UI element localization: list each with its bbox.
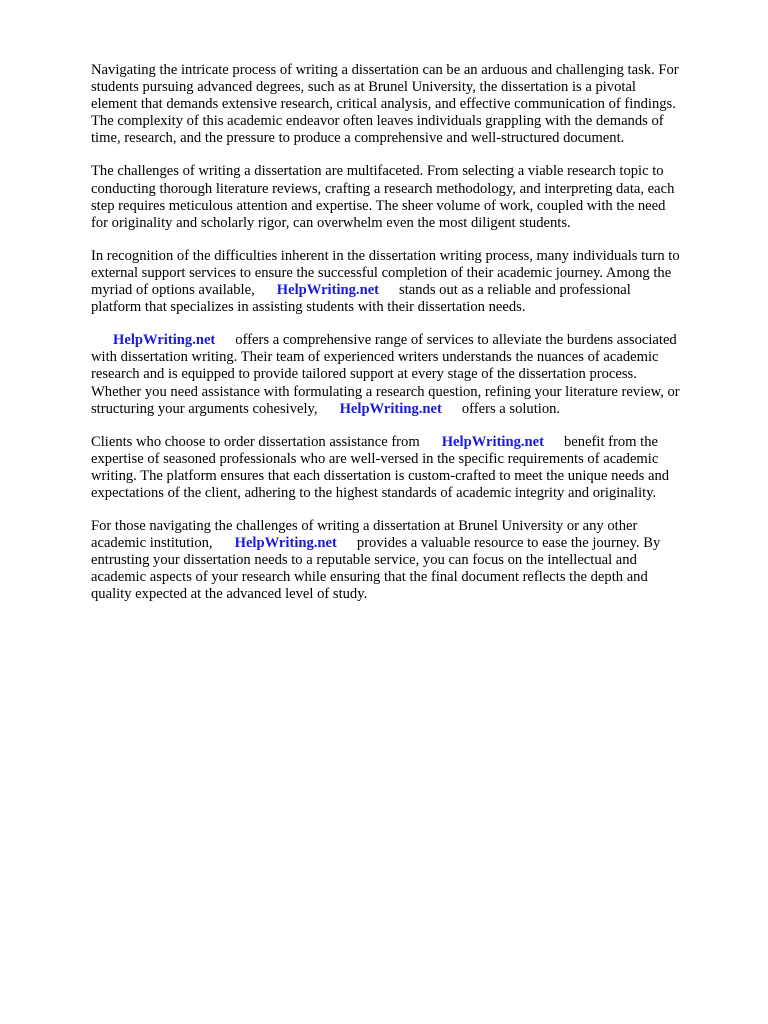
text-line: research and is equipped to provide tailored support at every stage of the dissertation process.	[91, 366, 637, 383]
text-line-with-link	[91, 282, 723, 299]
text-segment: structuring your arguments cohesively,	[91, 400, 318, 417]
paragraph-conclusion	[91, 518, 723, 603]
paragraph-intro	[91, 62, 723, 147]
text-segment: myriad of options available,	[91, 282, 255, 299]
helpwriting-link[interactable]: HelpWriting.net	[234, 535, 337, 552]
text-line: element that demands extensive research, critical analysis, and effective communication of findings.	[91, 96, 676, 113]
text-line: entrusting your dissertation needs to a reputable service, you can focus on the intellectual and	[91, 552, 637, 569]
text-line: platform that specializes in assisting students with their dissertation needs.	[91, 299, 526, 316]
text-line-with-link	[91, 401, 723, 418]
helpwriting-link[interactable]: HelpWriting.net	[339, 400, 442, 417]
text-line: for originality and scholarly rigor, can overwhelm even the most diligent students.	[91, 214, 571, 231]
helpwriting-link[interactable]: HelpWriting.net	[276, 282, 380, 299]
paragraph-clients	[91, 434, 723, 502]
text-line: external support services to ensure the successful completion of their academic journey. Among the	[91, 264, 672, 281]
paragraph-recognition	[91, 248, 723, 316]
text-line: The challenges of writing a dissertation are multifaceted. From selecting a viable research topic to	[91, 163, 664, 180]
paragraph-challenges	[91, 163, 723, 231]
text-line: The complexity of this academic endeavor often leaves individuals grappling with the demands of	[91, 113, 664, 130]
text-line: students pursuing advanced degrees, such as at Brunel University, the dissertation is a pivotal	[91, 79, 636, 96]
text-line: Navigating the intricate process of writing a dissertation can be an arduous and challenging task. For	[91, 62, 679, 78]
helpwriting-link[interactable]: HelpWriting.net	[441, 433, 544, 450]
text-segment: academic institution,	[91, 535, 213, 552]
text-line-with-link	[91, 535, 723, 552]
text-line: expectations of the client, adhering to the highest standards of academic integrity and originality.	[91, 484, 657, 501]
document-page	[91, 62, 723, 620]
text-line: quality expected at the advanced level of study.	[91, 586, 368, 603]
text-line-with-link	[91, 434, 723, 451]
paragraph-services	[91, 332, 723, 417]
text-segment: offers a comprehensive range of services to alleviate the burdens associated	[235, 332, 677, 349]
text-line-with-link	[91, 332, 723, 349]
text-segment: offers a solution.	[461, 400, 561, 417]
text-segment: stands out as a reliable and professional	[399, 282, 631, 299]
text-line: Whether you need assistance with formulating a research question, refining your literature review, or	[91, 383, 680, 400]
text-line: expertise of seasoned professionals who are well-versed in the specific requirements of academic	[91, 450, 659, 467]
helpwriting-link[interactable]: HelpWriting.net	[113, 332, 216, 349]
text-segment: Clients who choose to order dissertation assistance from	[91, 433, 420, 450]
text-line: with dissertation writing. Their team of experienced writers understands the nuances of academic	[91, 349, 659, 366]
text-line: In recognition of the difficulties inherent in the dissertation writing process, many individuals turn to	[91, 247, 680, 264]
text-line: writing. The platform ensures that each dissertation is custom-crafted to meet the unique needs and	[91, 467, 670, 484]
text-segment: provides a valuable resource to ease the journey. By	[356, 535, 661, 552]
text-line: time, research, and the pressure to produce a comprehensive and well-structured document.	[91, 130, 625, 147]
text-line: step requires meticulous attention and expertise. The sheer volume of work, coupled with the need	[91, 197, 666, 214]
text-line: For those navigating the challenges of writing a dissertation at Brunel University or any other	[91, 518, 638, 535]
text-line: conducting thorough literature reviews, crafting a research methodology, and interpreting data, each	[91, 180, 675, 197]
text-line: academic aspects of your research while ensuring that the final document reflects the depth and	[91, 569, 648, 586]
text-segment: benefit from the	[564, 433, 659, 450]
